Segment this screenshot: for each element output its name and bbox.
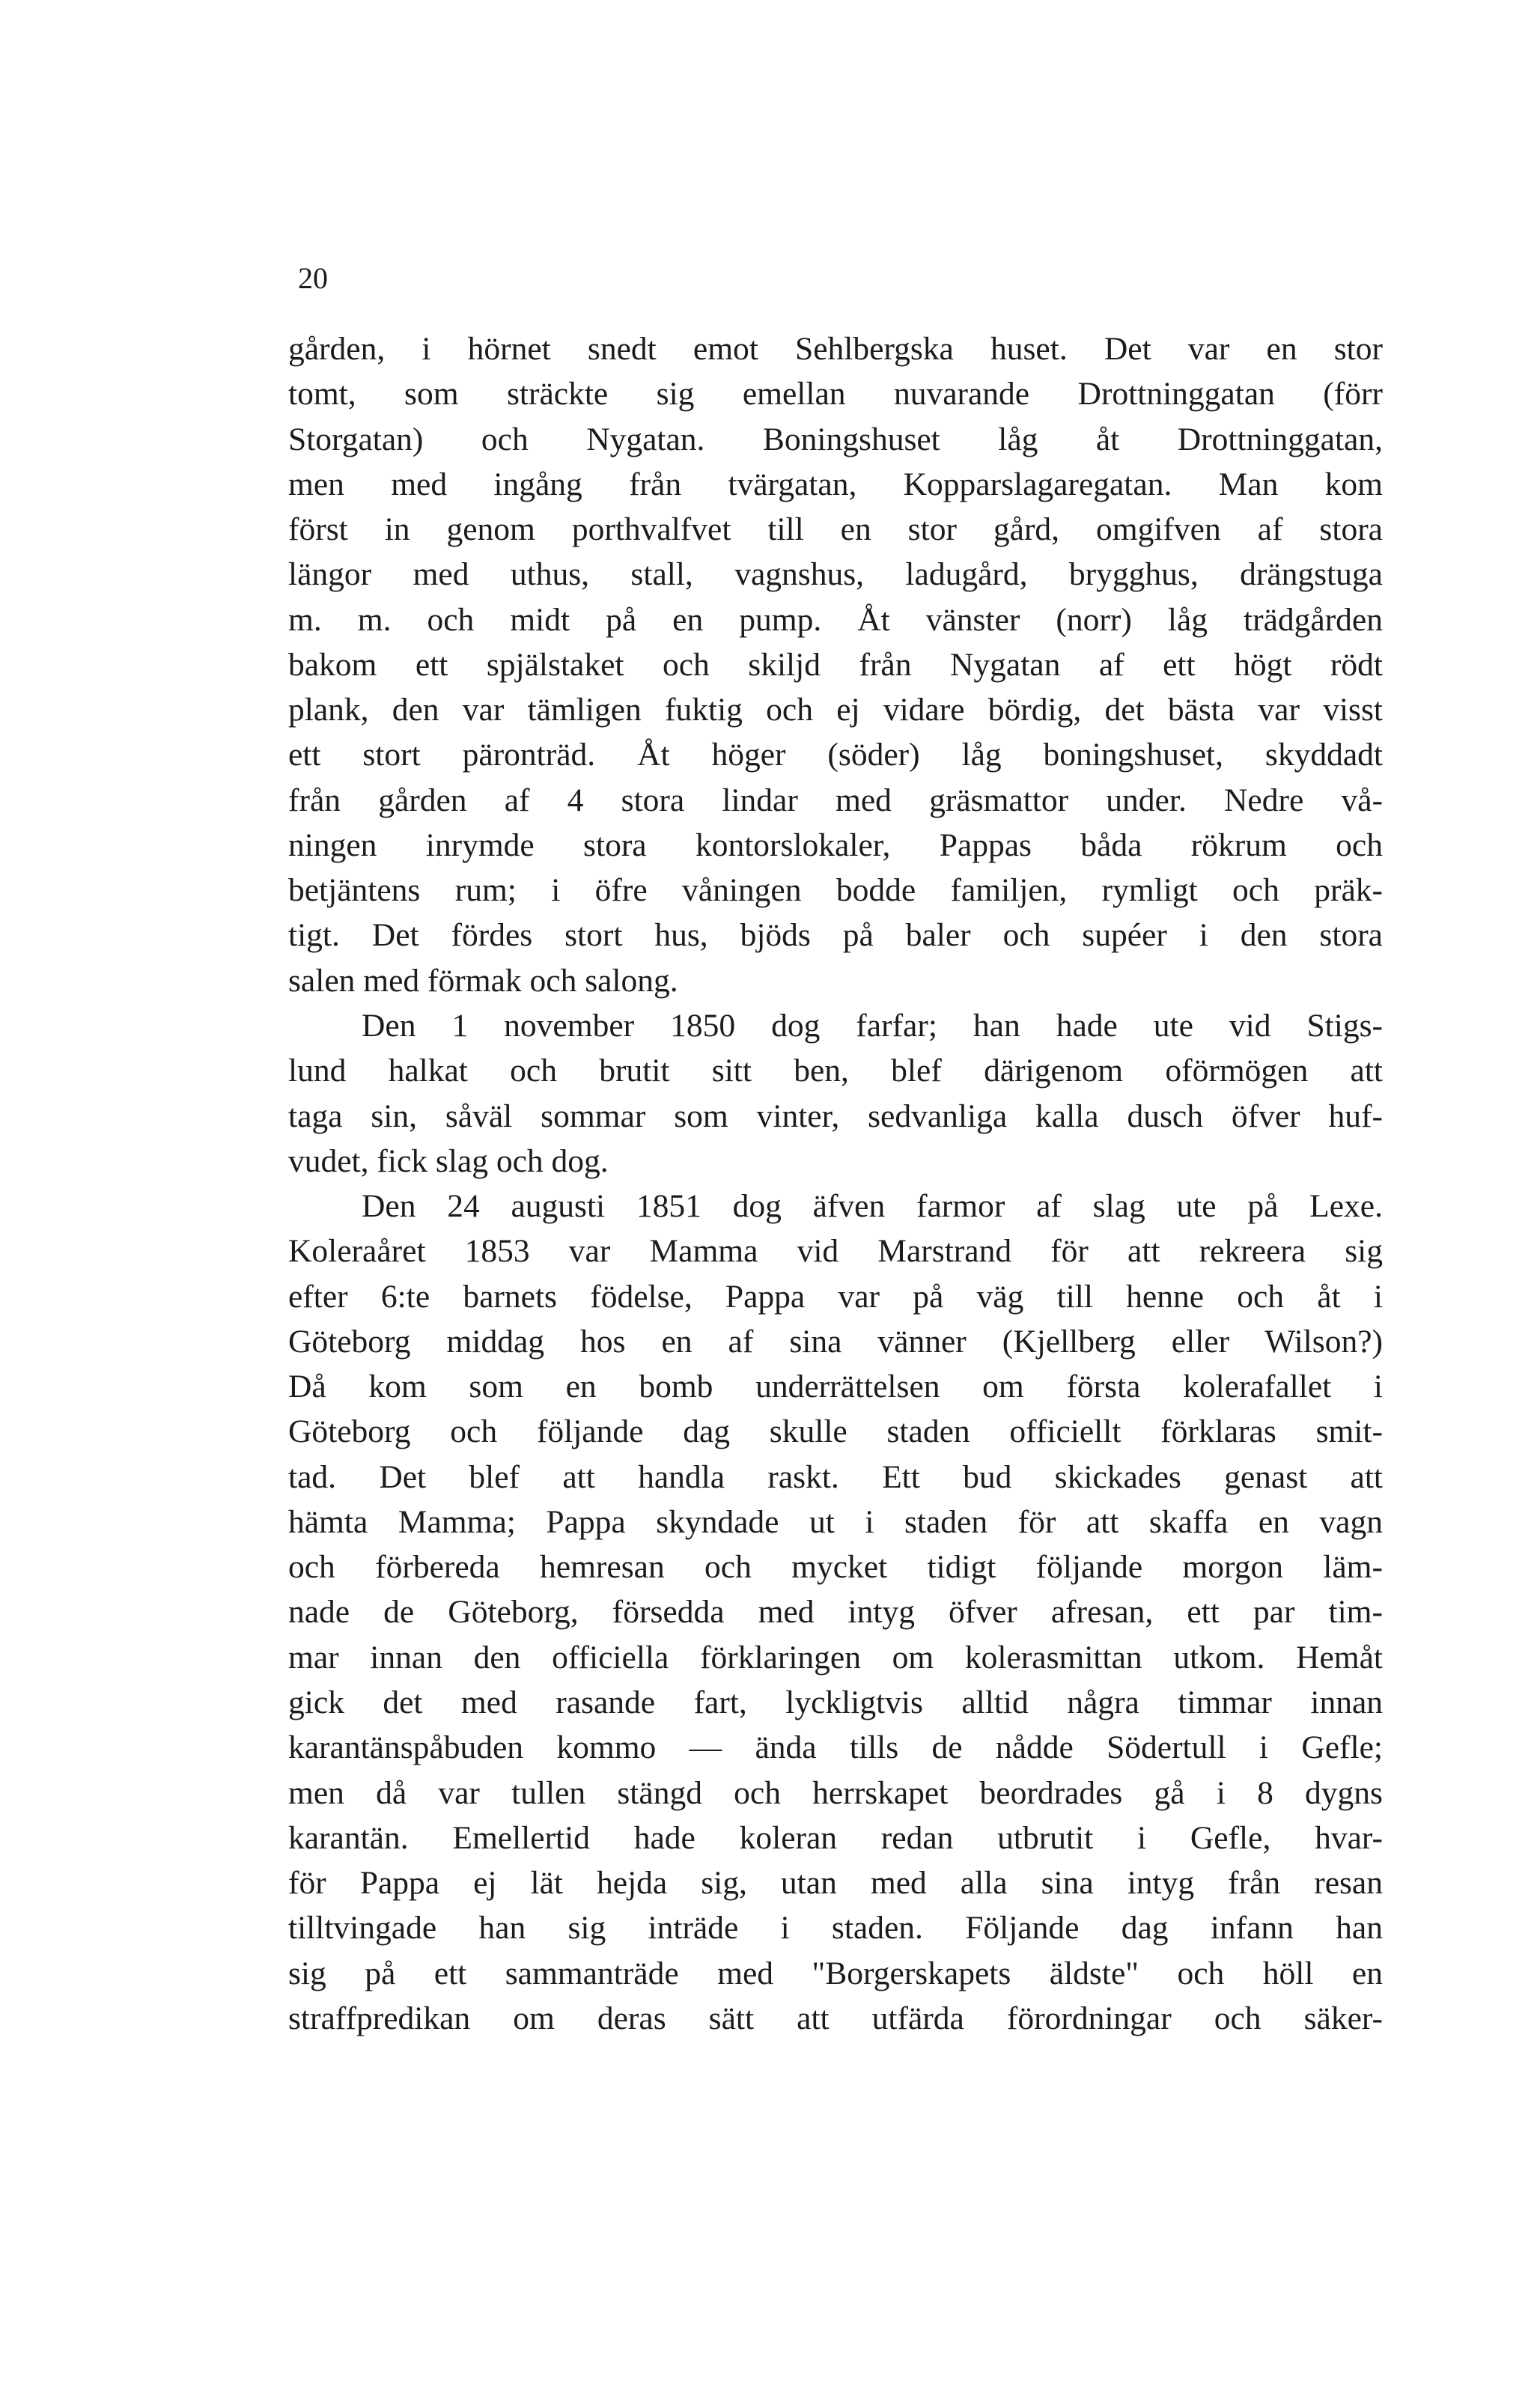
- text-line: Då kom som en bomb underrättelsen om första kolerafallet i: [288, 1369, 1383, 1405]
- text-line: tilltvingade han sig inträde i staden. Följande dag infann han: [288, 1910, 1383, 1947]
- text-line: plank, den var tämligen fuktig och ej vidare bördig, det bästa var visst: [288, 692, 1383, 728]
- text-line: Storgatan) och Nygatan. Boningshuset låg åt Drottninggatan,: [288, 421, 1383, 457]
- text-line: lund halkat och brutit sitt ben, blef därigenom oförmögen att: [288, 1053, 1383, 1089]
- text-line: först in genom porthvalfvet till en stor gård, omgifven af stora: [288, 511, 1383, 548]
- text-line: gården, i hörnet snedt emot Sehlbergska huset. Det var en stor: [288, 331, 1383, 367]
- text-line: Den 24 augusti 1851 dog äfven farmor af slag ute på Lexe.: [362, 1188, 1383, 1225]
- text-line: för Pappa ej lät hejda sig, utan med alla sina intyg från resan: [288, 1865, 1383, 1902]
- text-line: men då var tullen stängd och herrskapet beordrades gå i 8 dygns: [288, 1774, 1383, 1811]
- text-line: ningen inrymde stora kontorslokaler, Pappas båda rökrum och: [288, 827, 1383, 863]
- text-line: längor med uthus, stall, vagnshus, ladugård, brygghus, drängstuga: [288, 556, 1383, 593]
- text-line: taga sin, såväl sommar som vinter, sedvanliga kalla dusch öfver huf-: [288, 1098, 1383, 1134]
- text-line: bakom ett spjälstaket och skiljd från Nygatan af ett högt rödt: [288, 646, 1383, 683]
- text-line: karantän. Emellertid hade koleran redan utbrutit i Gefle, hvar-: [288, 1819, 1383, 1856]
- body-text: [288, 326, 1383, 2041]
- text-line: nade de Göteborg, försedda med intyg öfver afresan, ett par tim-: [288, 1594, 1383, 1631]
- text-line: ett stort päronträd. Åt höger (söder) låg boningshuset, skyddadt: [288, 737, 1383, 773]
- text-line: men med ingång från tvärgatan, Kopparslagaregatan. Man kom: [288, 466, 1383, 502]
- text-line: tad. Det blef att handla raskt. Ett bud skickades genast att: [288, 1458, 1383, 1495]
- text-line: tigt. Det fördes stort hus, bjöds på baler och supéer i den stora: [288, 917, 1383, 954]
- text-line: salen med förmak och salong.: [288, 962, 678, 999]
- text-line: straffpredikan om deras sätt att utfärda förordningar och säker-: [288, 2000, 1383, 2036]
- text-line: och förbereda hemresan och mycket tidigt följande morgon läm-: [288, 1549, 1383, 1586]
- text-line: Den 1 november 1850 dog farfar; han hade ute vid Stigs-: [362, 1007, 1383, 1044]
- text-line: Koleraåret 1853 var Mamma vid Marstrand för att rekreera sig: [288, 1233, 1383, 1270]
- text-line: från gården af 4 stora lindar med gräsmattor under. Nedre vå-: [288, 782, 1383, 818]
- text-line: Göteborg och följande dag skulle staden officiellt förklaras smit-: [288, 1413, 1383, 1450]
- text-line: gick det med rasande fart, lyckligtvis alltid några timmar innan: [288, 1684, 1383, 1720]
- text-line: betjäntens rum; i öfre våningen bodde familjen, rymligt och präk-: [288, 872, 1383, 909]
- text-line: Göteborg middag hos en af sina vänner (Kjellberg eller Wilson?): [288, 1323, 1383, 1360]
- text-line: vudet, fick slag och dog.: [288, 1142, 609, 1179]
- text-line: efter 6:te barnets födelse, Pappa var på väg till henne och åt i: [288, 1278, 1383, 1315]
- text-line: m. m. och midt på en pump. Åt vänster (norr) låg trädgården: [288, 601, 1383, 638]
- text-line: karantänspåbuden kommo — ända tills de nådde Södertull i Gefle;: [288, 1729, 1383, 1766]
- text-line: mar innan den officiella förklaringen om kolerasmittan utkom. Hemåt: [288, 1639, 1383, 1676]
- text-line: tomt, som sträckte sig emellan nuvarande Drottninggatan (förr: [288, 376, 1383, 413]
- text-line: hämta Mamma; Pappa skyndade ut i staden för att skaffa en vagn: [288, 1503, 1383, 1540]
- text-line: sig på ett sammanträde med "Borgerskapets äldste" och höll en: [288, 1955, 1383, 1991]
- page-number: 20: [298, 261, 328, 295]
